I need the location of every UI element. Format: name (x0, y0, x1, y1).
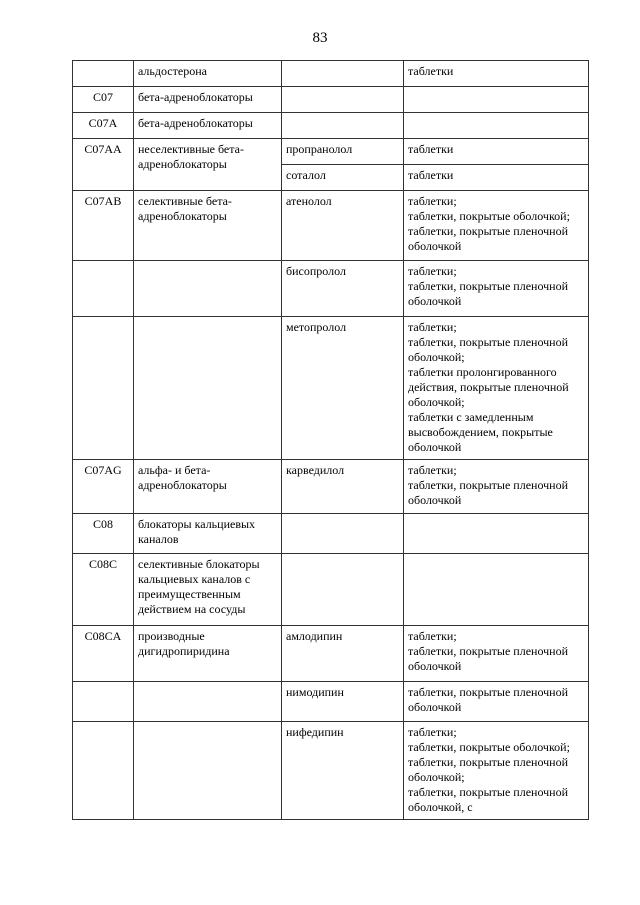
dosage-form-cell: таблетки (404, 61, 589, 87)
atc-code-cell: C07 (73, 87, 134, 113)
table-row (73, 626, 589, 682)
drug-name-cell (282, 113, 404, 139)
drug-name-cell: нимодипин (282, 682, 404, 722)
atc-code-cell (73, 722, 134, 820)
atc-code-cell (73, 261, 134, 317)
atc-group-cell: производные дигидропиридина (134, 626, 282, 682)
dosage-form-cell: таблетки (404, 139, 589, 165)
dosage-form-cell (404, 87, 589, 113)
drug-name-cell: амлодипин (282, 626, 404, 682)
atc-group-cell: бета-адреноблокаторы (134, 87, 282, 113)
dosage-form-cell: таблетки; таблетки, покрытые оболочкой; таблетки, покрытые пленочной оболочкой (404, 191, 589, 261)
atc-code-cell: C07AB (73, 191, 134, 261)
dosage-form-cell: таблетки; таблетки, покрытые пленочной оболочкой (404, 261, 589, 317)
atc-code-cell: C08 (73, 514, 134, 554)
atc-code-cell: C08C (73, 554, 134, 626)
atc-group-cell (134, 317, 282, 460)
table-row (73, 682, 589, 722)
table-row (73, 113, 589, 139)
atc-group-cell (134, 261, 282, 317)
drug-name-cell: атенолол (282, 191, 404, 261)
dosage-form-cell (404, 514, 589, 554)
drug-name-cell (282, 554, 404, 626)
atc-code-cell (73, 317, 134, 460)
table-row (73, 722, 589, 820)
atc-group-cell (134, 722, 282, 820)
drug-name-cell (282, 87, 404, 113)
table-row (73, 317, 589, 460)
atc-group-cell: альдостерона (134, 61, 282, 87)
drug-table (72, 60, 589, 820)
atc-code-cell: C07AG (73, 460, 134, 514)
atc-group-cell: блокаторы кальциевых каналов (134, 514, 282, 554)
table-row (73, 460, 589, 514)
page-number: 83 (312, 30, 328, 46)
table-row (73, 87, 589, 113)
atc-code-cell (73, 682, 134, 722)
table-row (73, 554, 589, 626)
atc-code-cell: C07AA (73, 139, 134, 191)
drug-name-cell: карведилол (282, 460, 404, 514)
table-row (73, 261, 589, 317)
dosage-form-cell: таблетки; таблетки, покрытые оболочкой; таблетки, покрытые пленочной оболочкой; таблетки, покрытые пленочной оболочкой, с (404, 722, 589, 820)
atc-code-cell: C07A (73, 113, 134, 139)
drug-name-cell (282, 514, 404, 554)
drug-name-cell (282, 61, 404, 87)
table-row (73, 191, 589, 261)
table-row (73, 514, 589, 554)
dosage-form-cell: таблетки; таблетки, покрытые пленочной оболочкой (404, 626, 589, 682)
atc-code-cell (73, 61, 134, 87)
atc-group-cell: селективные бета- адреноблокаторы (134, 191, 282, 261)
atc-group-cell (134, 682, 282, 722)
table-row (73, 61, 589, 87)
drug-table-body (73, 61, 589, 820)
drug-name-cell: бисопролол (282, 261, 404, 317)
drug-name-cell: нифедипин (282, 722, 404, 820)
atc-group-cell: селективные блокаторы кальциевых каналов с преимущественным действием на сосуды (134, 554, 282, 626)
dosage-form-cell (404, 554, 589, 626)
atc-group-cell: альфа- и бета- адреноблокаторы (134, 460, 282, 514)
atc-group-cell: неселективные бета- адреноблокаторы (134, 139, 282, 191)
drug-name-cell: метопролол (282, 317, 404, 460)
table-row (73, 139, 589, 165)
dosage-form-cell: таблетки, покрытые пленочной оболочкой (404, 682, 589, 722)
atc-code-cell: C08CA (73, 626, 134, 682)
dosage-form-cell: таблетки (404, 165, 589, 191)
dosage-form-cell: таблетки; таблетки, покрытые пленочной оболочкой (404, 460, 589, 514)
atc-group-cell: бета-адреноблокаторы (134, 113, 282, 139)
dosage-form-cell (404, 113, 589, 139)
drug-name-cell: пропранолол (282, 139, 404, 165)
drug-name-cell: соталол (282, 165, 404, 191)
dosage-form-cell: таблетки; таблетки, покрытые пленочной оболочкой; таблетки пролонгированного действия, покрытые пленочной оболочкой; таблетки с замедленным высвобождением, покрытые оболочкой (404, 317, 589, 460)
